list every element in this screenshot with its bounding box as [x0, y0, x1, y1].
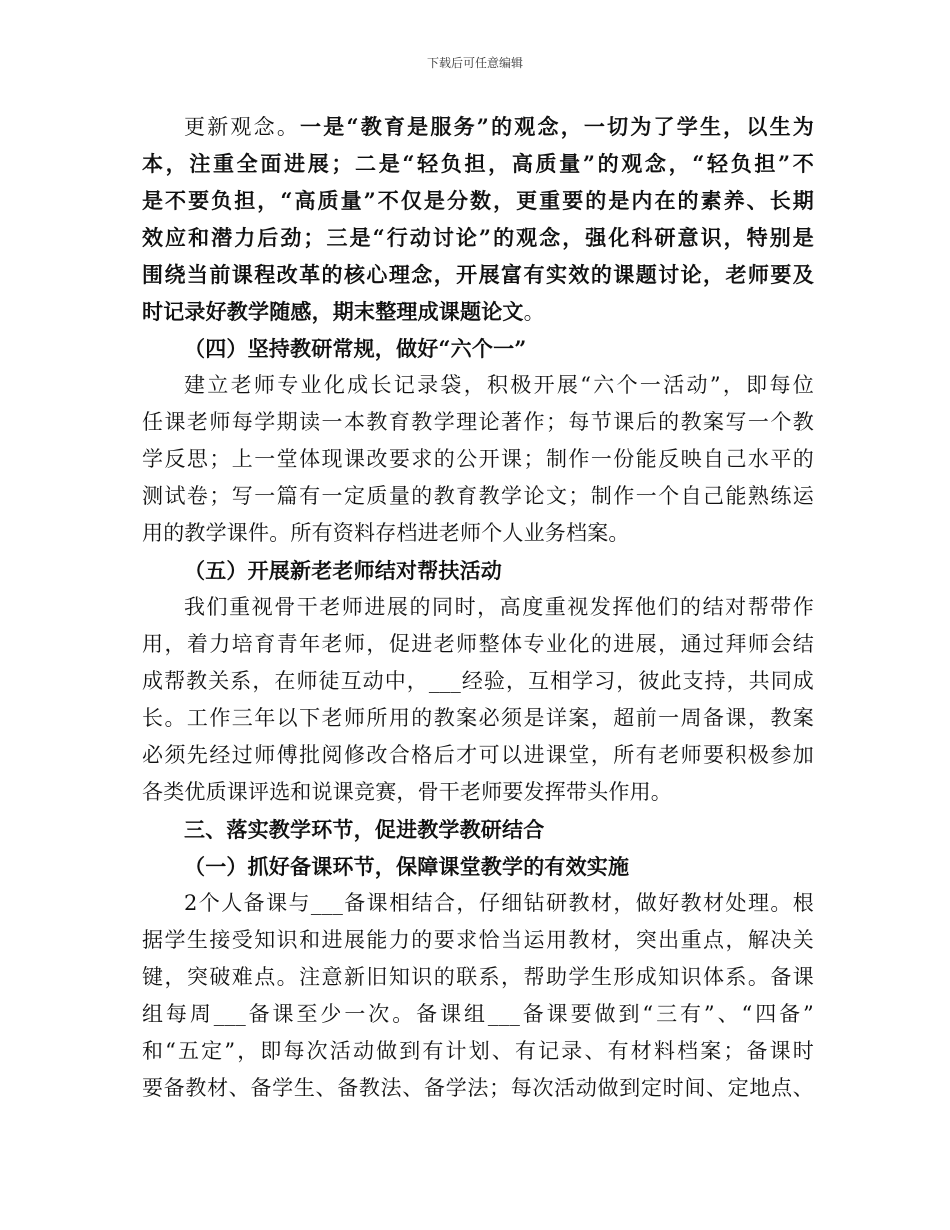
text-segment: 本，注重全面进展；二是“轻负担，高质量”的观念，“轻负担”不 — [142, 151, 814, 176]
text-segment: 键，突破难点。注意新旧知识的联系，帮助学生形成知识体系。备课 — [142, 965, 814, 989]
text-segment: 更新观念。 — [184, 115, 301, 139]
text-segment: 学反思；上一堂体现课改要求的公开课；制作一份能反映自己水平的 — [142, 447, 814, 471]
text-segment: 三、落实教学环节，促进教学教研结合 — [184, 817, 545, 842]
text-segment: 必须先经过师傅批阅修改合格后才可以进课堂，所有老师要积极参加 — [142, 743, 814, 767]
text-segment: 时记录好教学随感，期末整理成课题论文 — [142, 299, 524, 324]
text-segment: （一）抓好备课环节，保障课堂教学的有效实施 — [184, 854, 630, 879]
text-segment: 各类优质课评选和说课竞赛，骨干老师要发挥带头作用。 — [142, 780, 672, 804]
text-line — [142, 515, 814, 552]
text-line — [142, 848, 814, 885]
text-line — [142, 700, 814, 737]
text-line — [142, 441, 814, 478]
text-line — [142, 922, 814, 959]
text-line — [142, 663, 814, 700]
text-line — [142, 885, 814, 922]
text-line — [142, 1033, 814, 1070]
text-segment: 任课老师每学期读一本教育教学理论著作；每节课后的教案写一个教 — [142, 410, 814, 434]
text-line — [142, 1070, 814, 1107]
text-line — [142, 811, 814, 848]
text-segment: 组每周___备课至少一次。备课组___备课要做到“三有”、“四备” — [142, 1002, 814, 1026]
text-line — [142, 182, 814, 219]
text-line — [142, 108, 814, 145]
text-segment: 用的教学课件。所有资料存档进老师个人业务档案。 — [142, 521, 630, 545]
text-line — [142, 737, 814, 774]
text-segment: 是不要负担，“高质量”不仅是分数，更重要的是内在的素养、长期 — [142, 188, 814, 213]
text-line — [142, 774, 814, 811]
text-line — [142, 404, 814, 441]
text-line — [142, 145, 814, 182]
text-segment: （五）开展新老老师结对帮扶活动 — [184, 558, 502, 583]
text-line — [142, 959, 814, 996]
text-line — [142, 626, 814, 663]
text-segment: 围绕当前课程改革的核心理念，开展富有实效的课题讨论，老师要及 — [142, 262, 814, 287]
text-segment: 建立老师专业化成长记录袋，积极开展“六个一活动”，即每位 — [184, 373, 814, 397]
page-header: 下载后可任意编辑 — [426, 56, 523, 70]
text-line — [142, 330, 814, 367]
text-segment: （四）坚持教研常规，做好“六个一” — [184, 336, 527, 361]
text-line — [142, 367, 814, 404]
text-line — [142, 478, 814, 515]
text-segment: 一是“教育是服务”的观念，一切为了学生，以生为 — [300, 114, 814, 139]
text-line — [142, 256, 814, 293]
text-line — [142, 293, 814, 330]
document-body — [142, 108, 814, 1107]
text-segment: 效应和潜力后劲；三是“行动讨论”的观念，强化科研意识，特别是 — [142, 225, 814, 250]
text-segment: 和“五定”，即每次活动做到有计划、有记录、有材料档案；备课时 — [142, 1039, 814, 1063]
text-segment: 。 — [523, 300, 545, 324]
text-segment: 2个人备课与___备课相结合，仔细钻研教材，做好教材处理。根 — [184, 891, 814, 915]
text-line — [142, 219, 814, 256]
text-segment: 长。工作三年以下老师所用的教案必须是详案，超前一周备课，教案 — [142, 706, 814, 730]
text-segment: 据学生接受知识和进展能力的要求恰当运用教材，突出重点，解决关 — [142, 928, 814, 952]
text-line — [142, 996, 814, 1033]
text-line — [142, 552, 814, 589]
text-segment: 测试卷；写一篇有一定质量的教育教学论文；制作一个自己能熟练运 — [142, 484, 814, 508]
text-segment: 要备教材、备学生、备教法、备学法；每次活动做到定时间、定地点、 — [142, 1076, 814, 1100]
text-segment: 成帮教关系，在师徒互动中，___经验，互相学习，彼此支持，共同成 — [142, 669, 814, 693]
text-line — [142, 589, 814, 626]
text-segment: 用，着力培育青年老师，促进老师整体专业化的进展，通过拜师会结 — [142, 632, 814, 656]
text-segment: 我们重视骨干老师进展的同时，高度重视发挥他们的结对帮带作 — [184, 595, 814, 619]
